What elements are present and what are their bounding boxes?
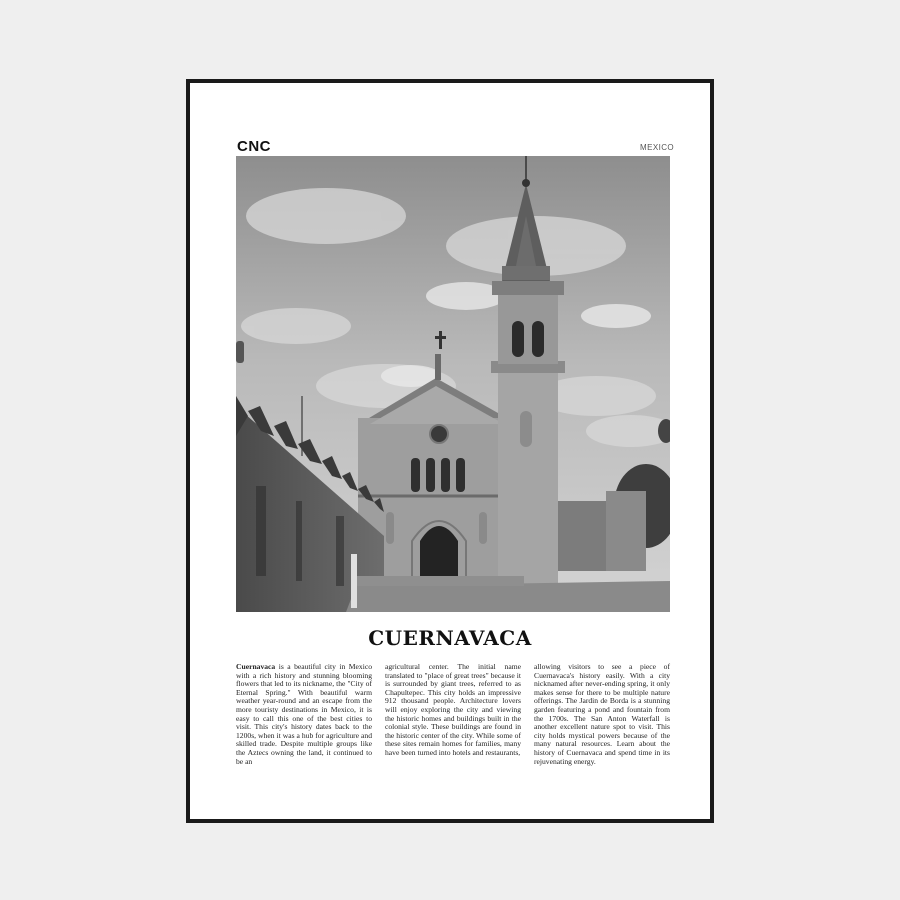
poster-paper (195, 88, 705, 814)
description (236, 663, 670, 766)
country-label: MEXICO (640, 143, 674, 152)
city-title: CUERNAVACA (368, 626, 532, 650)
description-column (534, 663, 670, 766)
description-text: allowing visitors to see a piece of Cuernavaca's history easily. With a city nicknamed after never-ending spring, it only makes sense for there to be multiple nature offerings. The Jardin de Borda is a stunning garden featuring a pond and fountain from the 1700s. The San Anton Waterfall is another excellent nature spot to visit. This city holds mystical powers because of the many natural resources. Learn about the history of Cuernavaca and spend time in its rejuvenating energy. (534, 662, 670, 766)
church-photo (236, 156, 670, 612)
description-lead: Cuernavaca (236, 662, 276, 671)
description-column (236, 663, 372, 766)
description-text: is a beautiful city in Mexico with a rich history and stunning blooming flowers that led to its nickname, the "City of Eternal Spring." With beautiful warm weather year-round and an escape from the more touristy destinations in Mexico, it is easy to call this one of the best cities to visit. This city's history dates back to the 1200s, when it was a hub for agriculture and skilled trade. Despite multiple groups like the Aztecs owning the land, it continued to be an (236, 662, 372, 766)
city-code: CNC (237, 138, 271, 155)
description-column (385, 663, 521, 766)
description-text: agricultural center. The initial name translated to "place of great trees" because it is surrounded by giant trees, referred to as Chapultepec. This city holds an impressive 912 thousand people. Architecture lovers will enjoy exploring the city and viewing the historic homes and buildings built in the colonial style. These buildings are found in the historic center of the city. While some of these sites remain homes for families, many have been turned into hotels and restaurants, (385, 662, 521, 757)
poster-frame (186, 79, 714, 823)
